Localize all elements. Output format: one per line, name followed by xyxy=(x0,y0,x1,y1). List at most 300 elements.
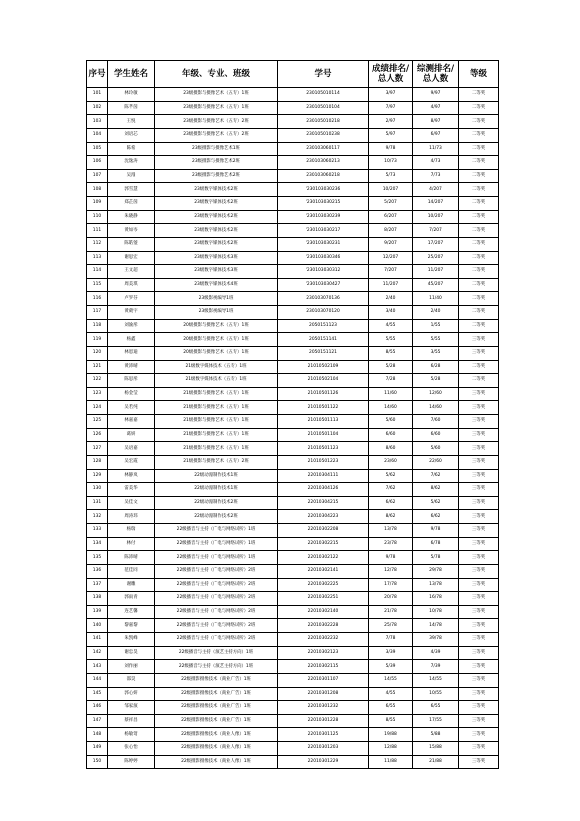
cell-no: 133 xyxy=(87,524,108,538)
cell-student-id: 22010304215 xyxy=(278,496,369,510)
cell-level: 三等奖 xyxy=(459,592,499,606)
cell-student-id: 22010302122 xyxy=(278,551,369,565)
cell-score-rank: 12/88 xyxy=(369,742,413,756)
cell-overall-rank: 11/40 xyxy=(413,292,459,306)
cell-student-id: 22010302140 xyxy=(278,605,369,619)
cell-student-id: 2050151123 xyxy=(278,319,369,333)
cell-level: 二等奖 xyxy=(459,210,499,224)
table-row xyxy=(87,169,499,183)
header-overall-rank-line1: 综测排名/ xyxy=(416,64,455,74)
cell-overall-rank: 14/207 xyxy=(413,197,459,211)
cell-student-id: 22010301125 xyxy=(278,728,369,742)
cell-score-rank: 7/28 xyxy=(369,374,413,388)
cell-level: 二等奖 xyxy=(459,101,499,115)
cell-class: 22级播音与主持（演艺主持方向）1班 xyxy=(155,646,278,660)
cell-class: 23级数字媒体技术4班 xyxy=(155,278,278,292)
cell-student-id: 22010302123 xyxy=(278,646,369,660)
cell-name: 郭雪慧 xyxy=(108,183,155,197)
cell-name: 黎嘉黎 xyxy=(108,619,155,633)
cell-student-id: 230103070120 xyxy=(278,306,369,320)
cell-name: 谢雕 xyxy=(108,578,155,592)
cell-student-id: '230103030217 xyxy=(278,224,369,238)
cell-name: 杨金莹 xyxy=(108,387,155,401)
cell-level: 三等奖 xyxy=(459,728,499,742)
cell-student-id: 230105010238 xyxy=(278,128,369,142)
cell-score-rank: 11/60 xyxy=(369,387,413,401)
cell-score-rank: 3/40 xyxy=(369,306,413,320)
cell-level: 三等奖 xyxy=(459,701,499,715)
cell-score-rank: 7/97 xyxy=(369,101,413,115)
cell-student-id: 2050151121 xyxy=(278,346,369,360)
cell-no: 126 xyxy=(87,428,108,442)
header-student-id: 学号 xyxy=(278,61,369,88)
cell-level: 二等奖 xyxy=(459,374,499,388)
cell-score-rank: 9/207 xyxy=(369,237,413,251)
table-row xyxy=(87,592,499,606)
cell-class: 22级播音与主持（广电与网络试听）2班 xyxy=(155,578,278,592)
cell-no: 118 xyxy=(87,319,108,333)
header-no: 序号 xyxy=(87,61,108,88)
cell-class: 23级摄影与摄像艺术（五专）2班 xyxy=(155,115,278,129)
cell-student-id: 22010304111 xyxy=(278,469,369,483)
cell-no: 114 xyxy=(87,265,108,279)
cell-name: 杨鑫 xyxy=(108,333,155,347)
table-row xyxy=(87,387,499,401)
cell-no: 123 xyxy=(87,387,108,401)
cell-overall-rank: 3/55 xyxy=(413,346,459,360)
cell-level: 三等奖 xyxy=(459,483,499,497)
cell-score-rank: 9/78 xyxy=(369,142,413,156)
cell-no: 117 xyxy=(87,306,108,320)
table-row xyxy=(87,701,499,715)
cell-level: 三等奖 xyxy=(459,415,499,429)
cell-overall-rank: 8/97 xyxy=(413,115,459,129)
cell-level: 三等奖 xyxy=(459,633,499,647)
cell-overall-rank: 17/207 xyxy=(413,237,459,251)
cell-no: 119 xyxy=(87,333,108,347)
cell-overall-rank: 5/60 xyxy=(413,442,459,456)
cell-name: 陈希 xyxy=(108,142,155,156)
cell-score-rank: 14/55 xyxy=(369,673,413,687)
cell-student-id: 22010301203 xyxy=(278,742,369,756)
cell-student-id: 21010501126 xyxy=(278,387,369,401)
cell-student-id: 230103060117 xyxy=(278,142,369,156)
cell-name: 吴佳文 xyxy=(108,496,155,510)
table-row xyxy=(87,237,499,251)
cell-overall-rank: 11/73 xyxy=(413,142,459,156)
cell-overall-rank: 10/78 xyxy=(413,605,459,619)
cell-student-id: 22010301107 xyxy=(278,673,369,687)
cell-class: 22级动漫制作技术1班 xyxy=(155,469,278,483)
cell-no: 139 xyxy=(87,605,108,619)
cell-no: 144 xyxy=(87,673,108,687)
cell-student-id: 22010302208 xyxy=(278,524,369,538)
cell-overall-rank: 14/78 xyxy=(413,619,459,633)
cell-student-id: 22010302251 xyxy=(278,592,369,606)
cell-student-id: 2050151141 xyxy=(278,333,369,347)
table-row xyxy=(87,510,499,524)
cell-name: 刘语芯 xyxy=(108,128,155,142)
cell-score-rank: 10/73 xyxy=(369,156,413,170)
header-score-rank-line1: 成绩排名/ xyxy=(371,64,410,74)
cell-class: 23级摄影与摄像艺术（五专）2班 xyxy=(155,128,278,142)
cell-score-rank: 14/60 xyxy=(369,401,413,415)
cell-score-rank: 5/39 xyxy=(369,660,413,674)
cell-no: 147 xyxy=(87,714,108,728)
table-row xyxy=(87,360,499,374)
table-row xyxy=(87,306,499,320)
cell-class: 23级摄影与摄像艺术（五专）1班 xyxy=(155,88,278,102)
header-class: 年级、专业、班级 xyxy=(155,61,278,88)
cell-level: 三等奖 xyxy=(459,469,499,483)
cell-score-rank: 9/78 xyxy=(369,551,413,565)
table-row xyxy=(87,524,499,538)
cell-overall-rank: 7/60 xyxy=(413,415,459,429)
cell-level: 二等奖 xyxy=(459,88,499,102)
cell-score-rank: 20/78 xyxy=(369,592,413,606)
header-level: 等级 xyxy=(459,61,499,88)
table-row xyxy=(87,292,499,306)
cell-class: 21级摄影与摄像艺术（五专）1班 xyxy=(155,442,278,456)
cell-no: 122 xyxy=(87,374,108,388)
cell-level: 三等奖 xyxy=(459,742,499,756)
cell-class: 23级摄影与摄像艺术2班 xyxy=(155,156,278,170)
header-row xyxy=(87,61,499,88)
cell-name: 陈皓蓥 xyxy=(108,237,155,251)
cell-student-id: 21010502109 xyxy=(278,360,369,374)
cell-no: 136 xyxy=(87,564,108,578)
table-row xyxy=(87,496,499,510)
cell-class: 22级摄影摄像技术（商业人像）1班 xyxy=(155,755,278,769)
table-row xyxy=(87,251,499,265)
cell-class: 22级播音与主持（广电与网络试听）1班 xyxy=(155,537,278,551)
cell-overall-rank: 4/39 xyxy=(413,646,459,660)
cell-class: 23级影视编导1班 xyxy=(155,292,278,306)
cell-class: 21级摄影与摄像艺术（五专）1班 xyxy=(155,401,278,415)
table-row xyxy=(87,88,499,102)
cell-class: 21级摄影与摄像艺术（五专）1班 xyxy=(155,387,278,401)
cell-score-rank: 23/78 xyxy=(369,537,413,551)
cell-student-id: 22010302232 xyxy=(278,633,369,647)
cell-level: 三等奖 xyxy=(459,673,499,687)
cell-level: 三等奖 xyxy=(459,646,499,660)
cell-class: 22级动漫制作技术2班 xyxy=(155,496,278,510)
cell-name: 吴宏霞 xyxy=(108,455,155,469)
table-row xyxy=(87,578,499,592)
cell-score-rank: 10/207 xyxy=(369,183,413,197)
cell-name: 范佳同 xyxy=(108,564,155,578)
cell-level: 二等奖 xyxy=(459,115,499,129)
cell-score-rank: 5/55 xyxy=(369,333,413,347)
cell-name: 陈婷婷 xyxy=(108,755,155,769)
cell-no: 146 xyxy=(87,701,108,715)
cell-no: 128 xyxy=(87,455,108,469)
cell-no: 120 xyxy=(87,346,108,360)
cell-score-rank: 8/207 xyxy=(369,224,413,238)
cell-class: 22级播音与主持（演艺主持方向）1班 xyxy=(155,660,278,674)
cell-overall-rank: 5/62 xyxy=(413,496,459,510)
cell-name: 周涛玮 xyxy=(108,510,155,524)
cell-overall-rank: 9/78 xyxy=(413,524,459,538)
cell-score-rank: 19/88 xyxy=(369,728,413,742)
cell-score-rank: 5/97 xyxy=(369,128,413,142)
cell-level: 三等奖 xyxy=(459,346,499,360)
cell-student-id: '230103030215 xyxy=(278,197,369,211)
cell-name: 刘渝彤 xyxy=(108,319,155,333)
table-row xyxy=(87,673,499,687)
cell-no: 145 xyxy=(87,687,108,701)
table-row xyxy=(87,755,499,769)
cell-student-id: 22010302225 xyxy=(278,578,369,592)
table-row xyxy=(87,333,499,347)
cell-level: 三等奖 xyxy=(459,401,499,415)
cell-class: 23级数字媒体技术3班 xyxy=(155,265,278,279)
header-score-rank-line2: 总人数 xyxy=(377,74,404,84)
table-row xyxy=(87,742,499,756)
cell-overall-rank: 22/60 xyxy=(413,455,459,469)
cell-level: 三等奖 xyxy=(459,387,499,401)
cell-score-rank: 21/78 xyxy=(369,605,413,619)
cell-class: 23级数字媒体技术2班 xyxy=(155,197,278,211)
cell-level: 二等奖 xyxy=(459,169,499,183)
cell-no: 129 xyxy=(87,469,108,483)
table-row xyxy=(87,197,499,211)
cell-overall-rank: 7/39 xyxy=(413,660,459,674)
cell-class: 22级摄影摄像技术（商业人像）1班 xyxy=(155,728,278,742)
cell-level: 二等奖 xyxy=(459,292,499,306)
table-row xyxy=(87,142,499,156)
cell-score-rank: 11/207 xyxy=(369,278,413,292)
cell-class: 21级摄影与摄像艺术（五专）1班 xyxy=(155,415,278,429)
table-row xyxy=(87,183,499,197)
cell-overall-rank: 4/97 xyxy=(413,101,459,115)
cell-score-rank: 6/55 xyxy=(369,701,413,715)
cell-class: 22级播音与主持（广电与网络试听）2班 xyxy=(155,619,278,633)
cell-score-rank: 8/60 xyxy=(369,442,413,456)
table-row xyxy=(87,319,499,333)
cell-class: 21级摄影与摄像艺术（五专）1班 xyxy=(155,428,278,442)
cell-level: 三等奖 xyxy=(459,455,499,469)
table-row xyxy=(87,128,499,142)
cell-score-rank: 6/62 xyxy=(369,496,413,510)
table-row xyxy=(87,537,499,551)
cell-name: 郑芷茵 xyxy=(108,197,155,211)
cell-level: 二等奖 xyxy=(459,278,499,292)
cell-name: 郭心妍 xyxy=(108,687,155,701)
cell-level: 三等奖 xyxy=(459,660,499,674)
cell-student-id: 230103060213 xyxy=(278,156,369,170)
cell-no: 115 xyxy=(87,278,108,292)
cell-overall-rank: 11/207 xyxy=(413,265,459,279)
table-row xyxy=(87,115,499,129)
cell-no: 110 xyxy=(87,210,108,224)
cell-class: 20级摄影与摄像艺术（五专）1班 xyxy=(155,319,278,333)
cell-class: 20级摄影与摄像艺术（五专）1班 xyxy=(155,346,278,360)
cell-class: 22级摄影摄像技术（商业广告）1班 xyxy=(155,701,278,715)
cell-overall-rank: 5/55 xyxy=(413,333,459,347)
cell-score-rank: 11/88 xyxy=(369,755,413,769)
cell-name: 雷美华 xyxy=(108,483,155,497)
cell-no: 150 xyxy=(87,755,108,769)
cell-class: 22级播音与主持（广电与网络试听）2班 xyxy=(155,605,278,619)
cell-name: 陈芊茵 xyxy=(108,101,155,115)
cell-no: 113 xyxy=(87,251,108,265)
cell-no: 130 xyxy=(87,483,108,497)
cell-level: 三等奖 xyxy=(459,578,499,592)
cell-class: 23级数字媒体技术2班 xyxy=(155,237,278,251)
cell-score-rank: 23/60 xyxy=(369,455,413,469)
cell-name: 邵昊 xyxy=(108,673,155,687)
cell-student-id: '230103030346 xyxy=(278,251,369,265)
cell-student-id: 230103060218 xyxy=(278,169,369,183)
cell-no: 142 xyxy=(87,646,108,660)
cell-class: 21级数字媒体技术（五专）1班 xyxy=(155,360,278,374)
cell-student-id: 21010501113 xyxy=(278,415,369,429)
cell-no: 132 xyxy=(87,510,108,524)
cell-no: 116 xyxy=(87,292,108,306)
cell-level: 二等奖 xyxy=(459,251,499,265)
table-row xyxy=(87,619,499,633)
cell-overall-rank: 6/28 xyxy=(413,360,459,374)
cell-score-rank: 7/78 xyxy=(369,633,413,647)
cell-name: 林恩迪 xyxy=(108,346,155,360)
cell-name: 谢思宏 xyxy=(108,251,155,265)
cell-name: 陈沛晴 xyxy=(108,551,155,565)
cell-score-rank: 6/207 xyxy=(369,210,413,224)
cell-level: 二等奖 xyxy=(459,360,499,374)
cell-overall-rank: 10/55 xyxy=(413,687,459,701)
cell-student-id: 230105010114 xyxy=(278,88,369,102)
cell-score-rank: 2/40 xyxy=(369,292,413,306)
cell-name: 黄如岑 xyxy=(108,224,155,238)
table-row xyxy=(87,428,499,442)
table-row xyxy=(87,551,499,565)
cell-score-rank: 6/60 xyxy=(369,428,413,442)
cell-overall-rank: 6/78 xyxy=(413,537,459,551)
cell-student-id: 21010502104 xyxy=(278,374,369,388)
cell-score-rank: 5/207 xyxy=(369,197,413,211)
cell-no: 135 xyxy=(87,551,108,565)
cell-student-id: 22010301208 xyxy=(278,687,369,701)
table-row xyxy=(87,483,499,497)
table-row xyxy=(87,101,499,115)
cell-no: 108 xyxy=(87,183,108,197)
table-row xyxy=(87,728,499,742)
cell-class: 22级摄影摄像技术（商业人像）1班 xyxy=(155,742,278,756)
cell-overall-rank: 29/78 xyxy=(413,564,459,578)
cell-no: 138 xyxy=(87,592,108,606)
cell-student-id: 22010301229 xyxy=(278,755,369,769)
table-header xyxy=(87,61,499,88)
cell-name: 张心怡 xyxy=(108,742,155,756)
header-overall-rank xyxy=(413,61,459,88)
cell-overall-rank: 15/88 xyxy=(413,742,459,756)
table-row xyxy=(87,346,499,360)
cell-score-rank: 5/28 xyxy=(369,360,413,374)
cell-name: 刘作丽 xyxy=(108,660,155,674)
cell-overall-rank: 10/207 xyxy=(413,210,459,224)
table-row xyxy=(87,455,499,469)
cell-overall-rank: 4/207 xyxy=(413,183,459,197)
cell-no: 111 xyxy=(87,224,108,238)
cell-level: 二等奖 xyxy=(459,265,499,279)
cell-no: 143 xyxy=(87,660,108,674)
cell-no: 121 xyxy=(87,360,108,374)
cell-name: 林嘉嘉 xyxy=(108,415,155,429)
cell-overall-rank: 1/55 xyxy=(413,319,459,333)
cell-name: 杨敏莺 xyxy=(108,728,155,742)
cell-level: 三等奖 xyxy=(459,537,499,551)
cell-score-rank: 5/73 xyxy=(369,169,413,183)
cell-score-rank: 8/62 xyxy=(369,510,413,524)
cell-no: 148 xyxy=(87,728,108,742)
cell-overall-rank: 7/73 xyxy=(413,169,459,183)
cell-no: 103 xyxy=(87,115,108,129)
cell-name: 黄葳宇 xyxy=(108,306,155,320)
cell-level: 三等奖 xyxy=(459,428,499,442)
cell-score-rank: 7/62 xyxy=(369,483,413,497)
cell-name: 林静岚 xyxy=(108,469,155,483)
cell-overall-rank: 5/78 xyxy=(413,551,459,565)
cell-overall-rank: 14/60 xyxy=(413,401,459,415)
header-overall-rank-line2: 总人数 xyxy=(422,74,449,84)
cell-no: 131 xyxy=(87,496,108,510)
cell-student-id: 22010301228 xyxy=(278,714,369,728)
cell-no: 140 xyxy=(87,619,108,633)
table-row xyxy=(87,265,499,279)
cell-overall-rank: 6/62 xyxy=(413,510,459,524)
cell-name: 邹家演 xyxy=(108,701,155,715)
cell-no: 104 xyxy=(87,128,108,142)
table-row xyxy=(87,646,499,660)
cell-level: 三等奖 xyxy=(459,333,499,347)
cell-level: 三等奖 xyxy=(459,496,499,510)
cell-overall-rank: 13/78 xyxy=(413,578,459,592)
cell-score-rank: 2/97 xyxy=(369,115,413,129)
cell-score-rank: 8/55 xyxy=(369,714,413,728)
cell-overall-rank: 2/40 xyxy=(413,306,459,320)
table-row xyxy=(87,210,499,224)
cell-level: 二等奖 xyxy=(459,319,499,333)
table-row xyxy=(87,401,499,415)
cell-no: 149 xyxy=(87,742,108,756)
cell-overall-rank: 21/88 xyxy=(413,755,459,769)
cell-overall-rank: 9/97 xyxy=(413,88,459,102)
award-table xyxy=(86,60,499,769)
cell-class: 22级播音与主持（广电与网络试听）2班 xyxy=(155,592,278,606)
cell-name: 陈思彤 xyxy=(108,374,155,388)
cell-overall-rank: 5/88 xyxy=(413,728,459,742)
cell-student-id: 230105010104 xyxy=(278,101,369,115)
cell-level: 三等奖 xyxy=(459,524,499,538)
cell-class: 23级数字媒体技术3班 xyxy=(155,251,278,265)
cell-overall-rank: 5/28 xyxy=(413,374,459,388)
table-row xyxy=(87,605,499,619)
cell-class: 22级播音与主持（广电与网络试听）1班 xyxy=(155,551,278,565)
cell-class: 22级播音与主持（广电与网络试听）2班 xyxy=(155,564,278,578)
cell-overall-rank: 7/62 xyxy=(413,469,459,483)
table-row xyxy=(87,633,499,647)
cell-class: 23级摄影与摄像艺术2班 xyxy=(155,169,278,183)
cell-student-id: '230103030236 xyxy=(278,183,369,197)
cell-class: 22级摄影摄像技术（商业广告）1班 xyxy=(155,687,278,701)
cell-name: 王悦 xyxy=(108,115,155,129)
cell-name: 吴漫 xyxy=(108,169,155,183)
cell-no: 102 xyxy=(87,101,108,115)
cell-level: 三等奖 xyxy=(459,605,499,619)
cell-no: 125 xyxy=(87,415,108,429)
cell-student-id: 22010304126 xyxy=(278,483,369,497)
